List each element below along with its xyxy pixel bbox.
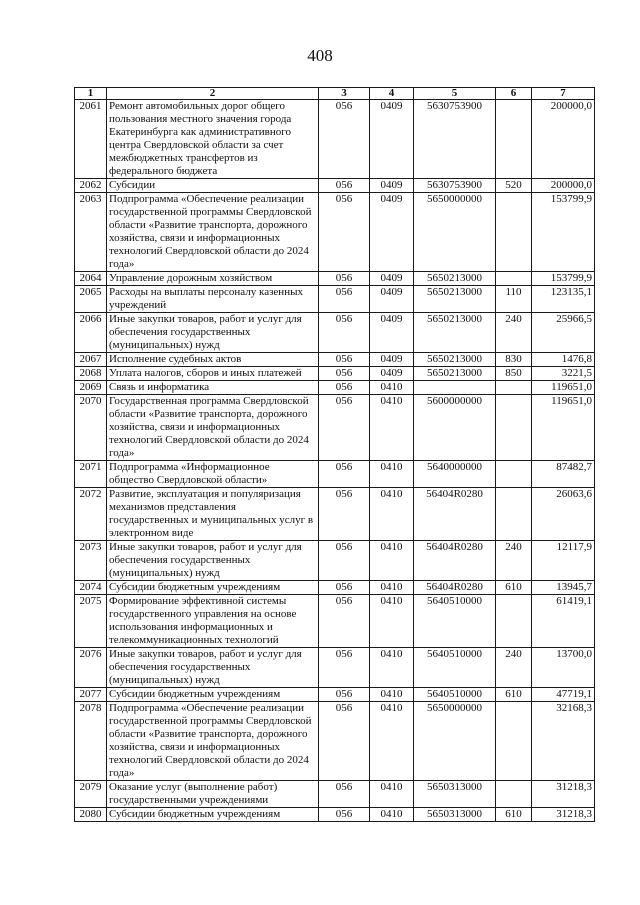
table-row <box>75 286 595 313</box>
budget-table <box>74 87 595 822</box>
table-row <box>75 100 595 179</box>
row-number: 2063 <box>75 193 107 272</box>
row-expense-type <box>496 100 532 179</box>
table-row <box>75 395 595 461</box>
row-section: 0410 <box>370 541 414 581</box>
row-section: 0410 <box>370 395 414 461</box>
row-number: 2077 <box>75 688 107 702</box>
row-section: 0409 <box>370 353 414 367</box>
row-department: 056 <box>319 313 370 353</box>
row-target-article: 56404R0280 <box>414 488 496 541</box>
col-header-name: 2 <box>107 88 319 100</box>
row-name: Субсидии бюджетным учреждениям <box>107 808 319 822</box>
row-target-article: 5650213000 <box>414 353 496 367</box>
row-target-article: 5640000000 <box>414 461 496 488</box>
row-number: 2070 <box>75 395 107 461</box>
row-target-article: 5650313000 <box>414 808 496 822</box>
row-target-article: 5650313000 <box>414 781 496 808</box>
row-section: 0409 <box>370 272 414 286</box>
row-target-article: 5650213000 <box>414 367 496 381</box>
row-name: Управление дорожным хозяйством <box>107 272 319 286</box>
row-name: Субсидии бюджетным учреждениям <box>107 688 319 702</box>
row-number: 2065 <box>75 286 107 313</box>
row-section: 0410 <box>370 595 414 648</box>
row-target-article <box>414 381 496 395</box>
row-name: Расходы на выплаты персоналу казенных учреждений <box>107 286 319 313</box>
row-amount: 119651,0 <box>532 395 595 461</box>
table-row <box>75 781 595 808</box>
row-expense-type: 610 <box>496 808 532 822</box>
table-row <box>75 272 595 286</box>
row-expense-type <box>496 595 532 648</box>
row-department: 056 <box>319 367 370 381</box>
row-name: Государственная программа Свердловской области «Развитие транспорта, дорожного хозяйства, связи и информационных технологий Свердловской области до 2024 года» <box>107 395 319 461</box>
row-name: Подпрограмма «Обеспечение реализации государственной программы Свердловской области «Развитие транспорта, дорожного хозяйства, связи и информационных технологий Свердловской области до 2024 года» <box>107 193 319 272</box>
row-expense-type: 850 <box>496 367 532 381</box>
row-number: 2064 <box>75 272 107 286</box>
row-department: 056 <box>319 541 370 581</box>
row-department: 056 <box>319 179 370 193</box>
row-expense-type: 240 <box>496 648 532 688</box>
table-row <box>75 193 595 272</box>
row-name: Уплата налогов, сборов и иных платежей <box>107 367 319 381</box>
table-row <box>75 541 595 581</box>
row-amount: 32168,3 <box>532 702 595 781</box>
row-number: 2073 <box>75 541 107 581</box>
row-amount: 153799,9 <box>532 193 595 272</box>
row-amount: 13945,7 <box>532 581 595 595</box>
table-row <box>75 381 595 395</box>
row-number: 2068 <box>75 367 107 381</box>
table-row <box>75 353 595 367</box>
row-number: 2076 <box>75 648 107 688</box>
row-section: 0410 <box>370 688 414 702</box>
table-row <box>75 488 595 541</box>
row-name: Оказание услуг (выполнение работ) государственными учреждениями <box>107 781 319 808</box>
row-section: 0410 <box>370 381 414 395</box>
row-section: 0410 <box>370 781 414 808</box>
row-expense-type: 830 <box>496 353 532 367</box>
row-name: Ремонт автомобильных дорог общего пользования местного значения города Екатеринбурга как административного центра Свердловской области за счет межбюджетных трансфертов из федерального бюджета <box>107 100 319 179</box>
row-department: 056 <box>319 581 370 595</box>
row-amount: 13700,0 <box>532 648 595 688</box>
row-department: 056 <box>319 353 370 367</box>
row-number: 2075 <box>75 595 107 648</box>
row-expense-type: 610 <box>496 581 532 595</box>
row-target-article: 5640510000 <box>414 648 496 688</box>
row-department: 056 <box>319 781 370 808</box>
row-target-article: 5640510000 <box>414 688 496 702</box>
row-amount: 123135,1 <box>532 286 595 313</box>
row-number: 2066 <box>75 313 107 353</box>
row-expense-type: 240 <box>496 313 532 353</box>
row-department: 056 <box>319 488 370 541</box>
row-section: 0410 <box>370 461 414 488</box>
row-section: 0410 <box>370 702 414 781</box>
row-section: 0409 <box>370 179 414 193</box>
row-section: 0410 <box>370 488 414 541</box>
row-section: 0409 <box>370 367 414 381</box>
header-row <box>75 88 595 100</box>
row-expense-type <box>496 193 532 272</box>
row-target-article: 5650213000 <box>414 272 496 286</box>
table-row <box>75 179 595 193</box>
row-expense-type: 520 <box>496 179 532 193</box>
row-amount: 200000,0 <box>532 100 595 179</box>
row-section: 0410 <box>370 808 414 822</box>
row-amount: 47719,1 <box>532 688 595 702</box>
row-department: 056 <box>319 395 370 461</box>
row-department: 056 <box>319 193 370 272</box>
row-amount: 200000,0 <box>532 179 595 193</box>
row-target-article: 5640510000 <box>414 595 496 648</box>
row-name: Связь и информатика <box>107 381 319 395</box>
row-number: 2062 <box>75 179 107 193</box>
row-amount: 87482,7 <box>532 461 595 488</box>
col-header-expense-type: 6 <box>496 88 532 100</box>
col-header-target-article: 5 <box>414 88 496 100</box>
row-section: 0409 <box>370 286 414 313</box>
row-number: 2071 <box>75 461 107 488</box>
row-section: 0409 <box>370 193 414 272</box>
row-target-article: 5630753900 <box>414 179 496 193</box>
table-row <box>75 688 595 702</box>
row-name: Иные закупки товаров, работ и услуг для обеспечения государственных (муниципальных) нужд <box>107 541 319 581</box>
row-target-article: 5650213000 <box>414 313 496 353</box>
row-name: Подпрограмма «Обеспечение реализации государственной программы Свердловской области «Развитие транспорта, дорожного хозяйства, связи и информационных технологий Свердловской области до 2024 года» <box>107 702 319 781</box>
row-name: Субсидии <box>107 179 319 193</box>
row-expense-type <box>496 781 532 808</box>
row-section: 0409 <box>370 100 414 179</box>
row-expense-type <box>496 461 532 488</box>
row-target-article: 5600000000 <box>414 395 496 461</box>
row-department: 056 <box>319 595 370 648</box>
row-department: 056 <box>319 381 370 395</box>
row-number: 2074 <box>75 581 107 595</box>
row-amount: 61419,1 <box>532 595 595 648</box>
row-number: 2067 <box>75 353 107 367</box>
row-name: Развитие, эксплуатация и популяризация механизмов представления государственных и муниципальных услуг в электронном виде <box>107 488 319 541</box>
row-name: Подпрограмма «Информационное общество Свердловской области» <box>107 461 319 488</box>
row-number: 2072 <box>75 488 107 541</box>
row-amount: 31218,3 <box>532 808 595 822</box>
table-row <box>75 595 595 648</box>
row-expense-type: 240 <box>496 541 532 581</box>
row-amount: 25966,5 <box>532 313 595 353</box>
row-section: 0409 <box>370 313 414 353</box>
row-expense-type <box>496 381 532 395</box>
row-department: 056 <box>319 648 370 688</box>
row-name: Исполнение судебных актов <box>107 353 319 367</box>
table-row <box>75 808 595 822</box>
row-target-article: 56404R0280 <box>414 541 496 581</box>
row-number: 2061 <box>75 100 107 179</box>
col-header-department: 3 <box>319 88 370 100</box>
row-department: 056 <box>319 286 370 313</box>
row-name: Формирование эффективной системы государственного управления на основе использования информационных и телекоммуникационных технологий <box>107 595 319 648</box>
row-target-article: 5650213000 <box>414 286 496 313</box>
row-expense-type <box>496 272 532 286</box>
col-header-amount: 7 <box>532 88 595 100</box>
row-section: 0410 <box>370 648 414 688</box>
row-number: 2069 <box>75 381 107 395</box>
row-expense-type: 110 <box>496 286 532 313</box>
table-row <box>75 702 595 781</box>
row-amount: 119651,0 <box>532 381 595 395</box>
col-header-section: 4 <box>370 88 414 100</box>
col-header-number: 1 <box>75 88 107 100</box>
row-department: 056 <box>319 808 370 822</box>
row-amount: 3221,5 <box>532 367 595 381</box>
row-name: Иные закупки товаров, работ и услуг для обеспечения государственных (муниципальных) нужд <box>107 648 319 688</box>
table-row <box>75 367 595 381</box>
row-number: 2079 <box>75 781 107 808</box>
row-number: 2078 <box>75 702 107 781</box>
row-amount: 26063,6 <box>532 488 595 541</box>
row-target-article: 5650000000 <box>414 702 496 781</box>
row-department: 056 <box>319 702 370 781</box>
row-target-article: 5650000000 <box>414 193 496 272</box>
row-section: 0410 <box>370 581 414 595</box>
page-number: 408 <box>307 46 333 65</box>
row-department: 056 <box>319 272 370 286</box>
row-amount: 12117,9 <box>532 541 595 581</box>
row-expense-type <box>496 702 532 781</box>
table-row <box>75 461 595 488</box>
row-expense-type: 610 <box>496 688 532 702</box>
row-name: Субсидии бюджетным учреждениям <box>107 581 319 595</box>
row-target-article: 56404R0280 <box>414 581 496 595</box>
row-department: 056 <box>319 688 370 702</box>
row-number: 2080 <box>75 808 107 822</box>
table-row <box>75 313 595 353</box>
row-target-article: 5630753900 <box>414 100 496 179</box>
row-amount: 153799,9 <box>532 272 595 286</box>
row-name: Иные закупки товаров, работ и услуг для обеспечения государственных (муниципальных) нужд <box>107 313 319 353</box>
table-row <box>75 648 595 688</box>
row-amount: 31218,3 <box>532 781 595 808</box>
row-amount: 1476,8 <box>532 353 595 367</box>
row-expense-type <box>496 488 532 541</box>
table-row <box>75 581 595 595</box>
row-department: 056 <box>319 461 370 488</box>
row-expense-type <box>496 395 532 461</box>
row-department: 056 <box>319 100 370 179</box>
